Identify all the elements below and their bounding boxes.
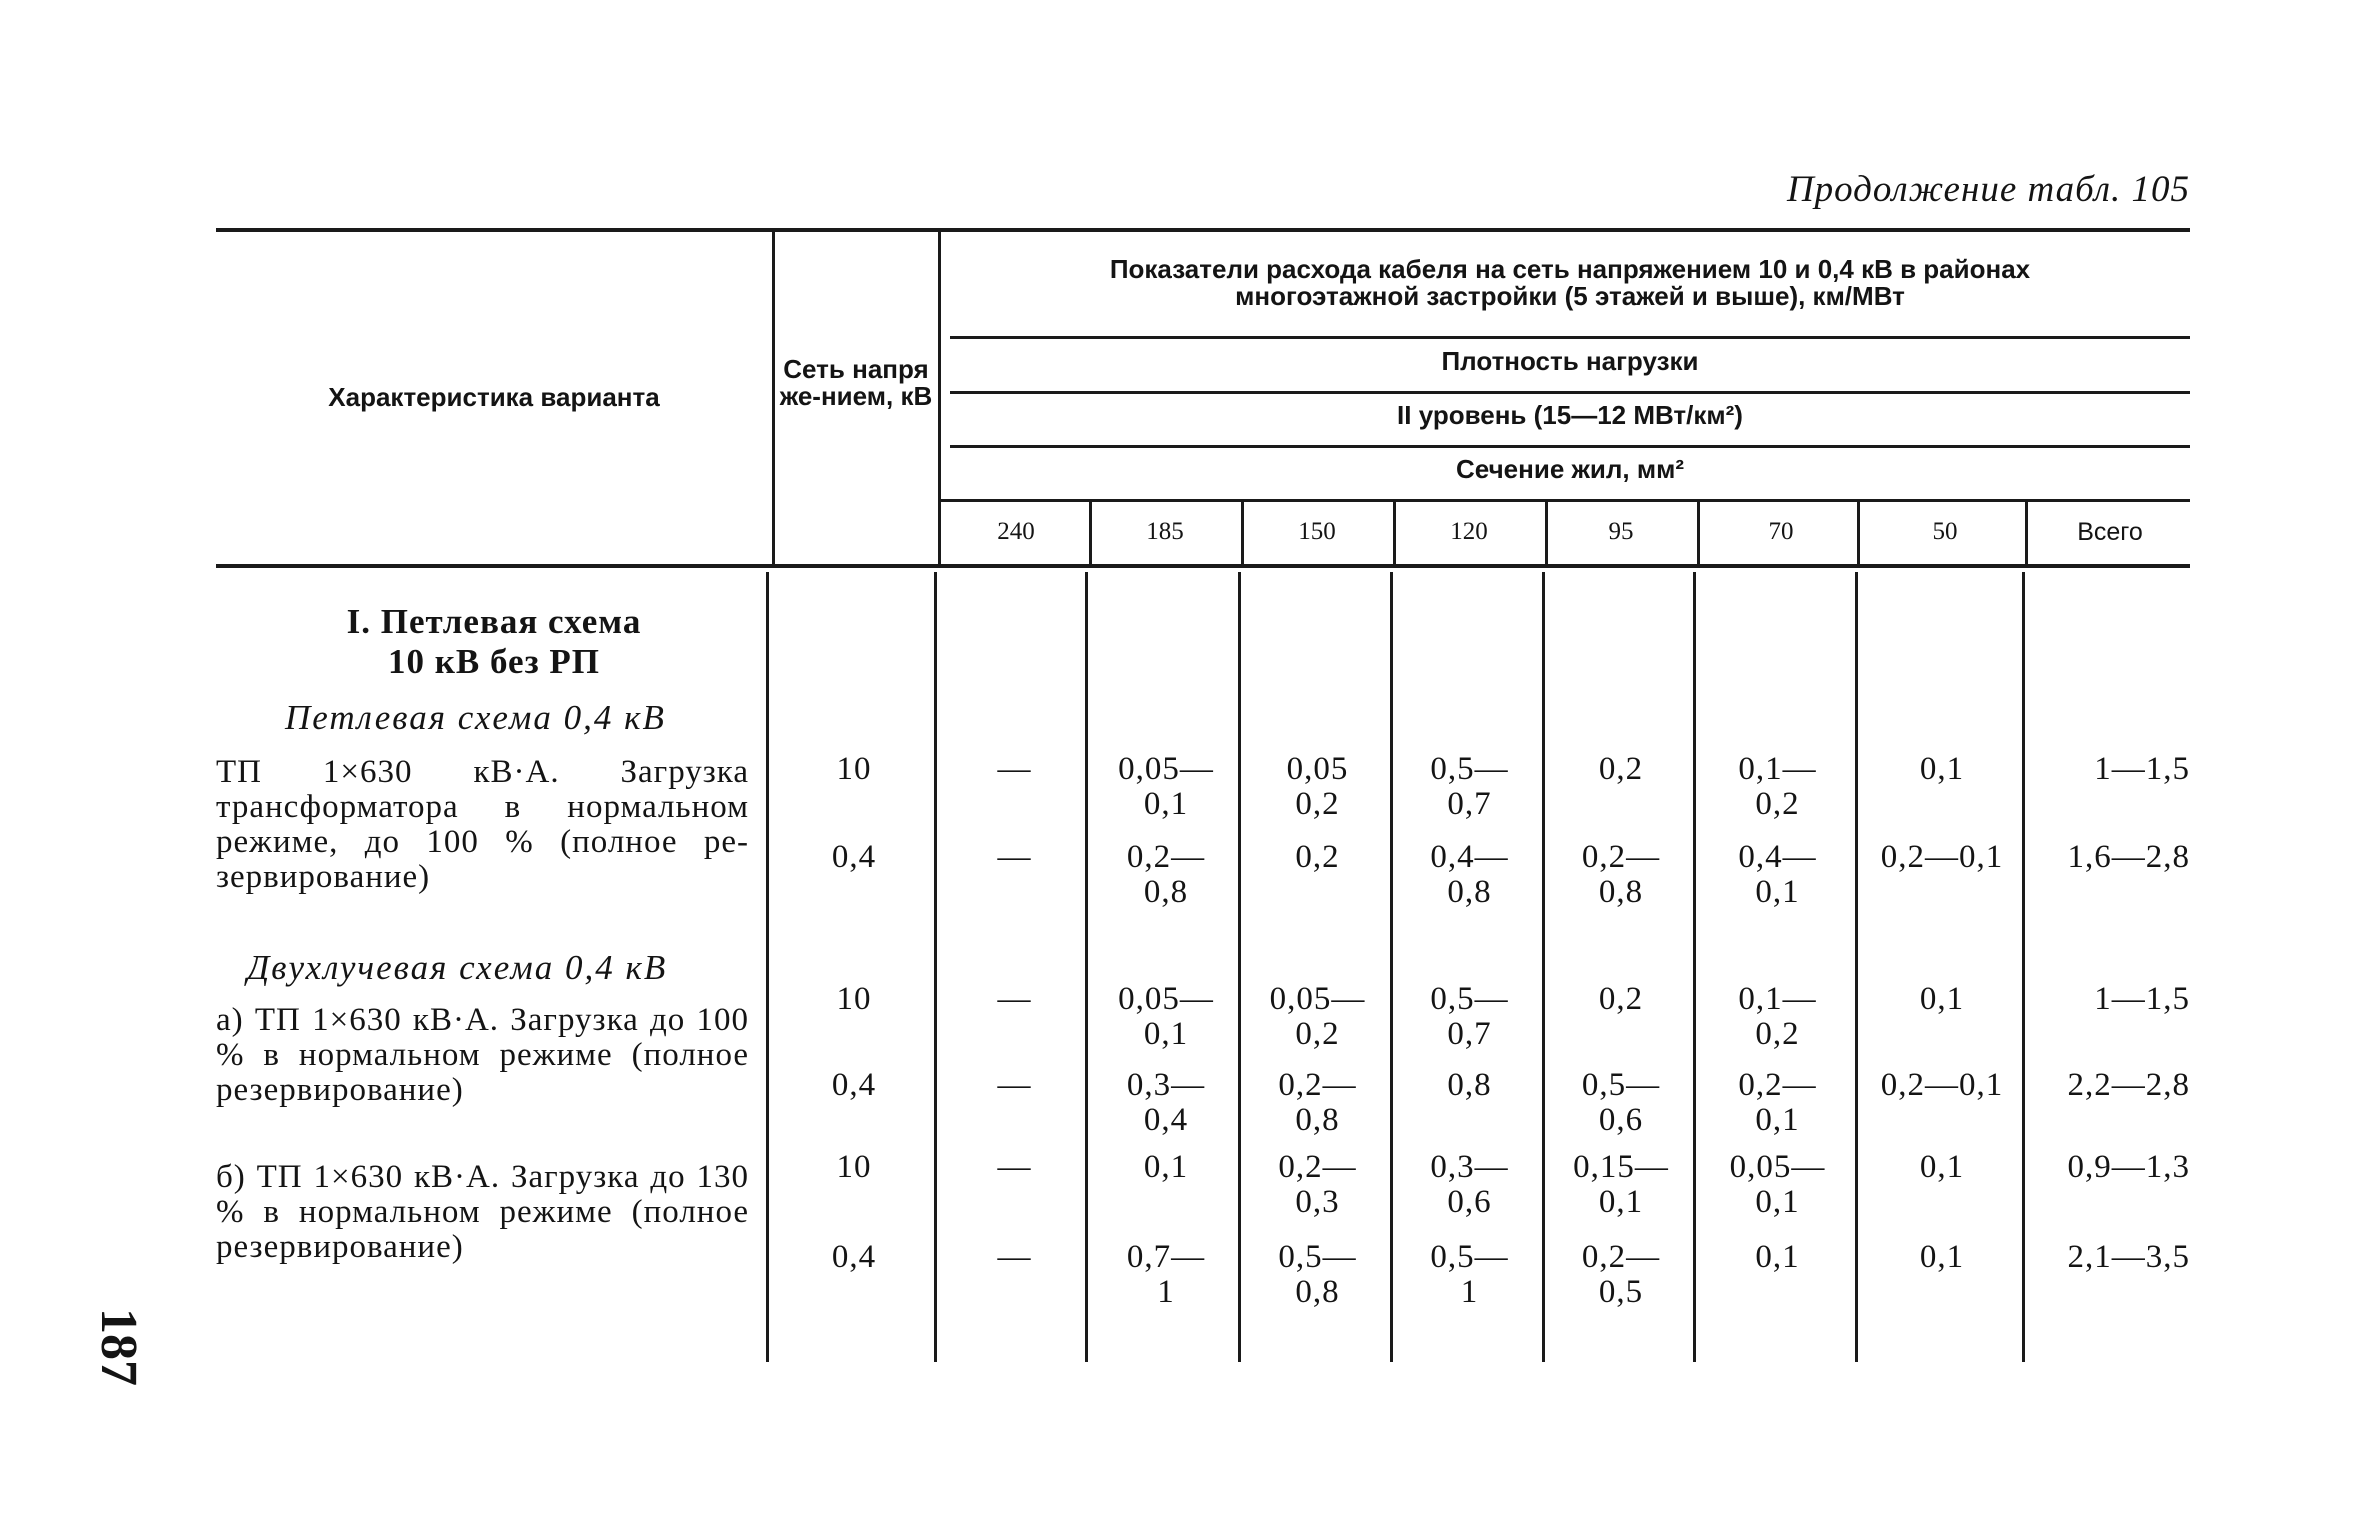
table-cell: 0,2	[1598, 751, 1644, 787]
table-cell: 0,2— 0,8	[1278, 1067, 1357, 1138]
table-continuation-label: Продолжение табл. 105	[1786, 169, 2190, 210]
page-number: 187	[90, 1308, 147, 1386]
table-cell: 0,1— 0,2	[1738, 751, 1817, 822]
table-cell: 0,05— 0,1	[1729, 1149, 1826, 1220]
table-cell: —	[997, 1239, 1032, 1275]
row-voltage: 10	[836, 981, 872, 1017]
table-cell: 1—1,5	[2094, 981, 2190, 1017]
header-density: Плотность нагрузки	[1441, 346, 1699, 376]
table-cell: 0,1— 0,2	[1738, 981, 1817, 1052]
table-cell: 0,5— 0,6	[1581, 1067, 1661, 1138]
header-rule-section	[940, 499, 2190, 502]
header-rule-level	[950, 445, 2190, 448]
table-cell: —	[997, 1067, 1032, 1103]
col-divider-185	[1241, 502, 1244, 564]
table-cell: 0,1	[1919, 751, 1965, 787]
col-divider-240	[1089, 502, 1092, 564]
variant-description-loop: ТП 1×630 кВ·А. Загрузка трансформатора в нормальном режиме, до 100 % (полное ре-зервирование)	[216, 754, 749, 895]
col-divider-150	[1393, 502, 1396, 564]
table-cell: 0,1	[1143, 1149, 1189, 1185]
col-divider-70	[1857, 502, 1860, 564]
table-cell: 0,7— 1	[1126, 1239, 1206, 1310]
table-cell: 2,1—3,5	[2067, 1239, 2190, 1275]
col-divider-voltage	[938, 232, 941, 564]
body-divider-characteristic	[766, 572, 769, 1362]
row-voltage: 10	[836, 1149, 872, 1185]
table-cell: 0,5— 1	[1430, 1239, 1509, 1310]
table-cell: 0,2—0,1	[1880, 1067, 2004, 1103]
table-cell: 0,2— 0,5	[1581, 1239, 1661, 1310]
table-cell: 0,5— 0,7	[1430, 751, 1509, 822]
table-header-bottom-rule	[216, 564, 2190, 568]
col-divider-50	[2025, 502, 2028, 564]
col-header-240: 240	[997, 518, 1035, 545]
col-divider-characteristic	[772, 232, 775, 564]
table-cell: 0,2	[1598, 981, 1644, 1017]
col-header-70: 70	[1768, 518, 1794, 545]
group-title-two-beam: Двухлучевая схема 0,4 кВ	[247, 948, 668, 987]
variant-description-b: б) ТП 1×630 кВ·А. Загрузка до 130 % в нормальном режиме (полное резервирование)	[216, 1159, 749, 1265]
table-cell: —	[997, 1149, 1032, 1185]
table-cell: 1—1,5	[2094, 751, 2190, 787]
table-cell: 0,1	[1755, 1239, 1800, 1275]
table-cell: —	[997, 751, 1032, 787]
table-cell: 0,9—1,3	[2067, 1149, 2190, 1185]
table-cell: 0,05— 0,1	[1118, 751, 1214, 822]
table-cell: 0,5— 0,8	[1278, 1239, 1357, 1310]
header-indicators: Показатели расхода кабеля на сеть напряжением 10 и 0,4 кВ в районах многоэтажной застройки (5 этажей и выше), км/МВт	[1109, 254, 2031, 311]
row-voltage: 0,4	[831, 1239, 877, 1275]
col-header-185: 185	[1146, 518, 1184, 545]
col-divider-95	[1697, 502, 1700, 564]
table-cell: 0,2	[1295, 839, 1340, 875]
table-cell: 0,2— 0,1	[1738, 1067, 1817, 1138]
table-cell: 2,2—2,8	[2067, 1067, 2190, 1103]
table-cell: 0,3— 0,6	[1430, 1149, 1509, 1220]
row-voltage: 10	[836, 751, 872, 787]
row-voltage: 0,4	[831, 1067, 877, 1103]
table-cell: 0,3— 0,4	[1126, 1067, 1206, 1138]
table-cell: 0,4— 0,8	[1430, 839, 1509, 910]
col-divider-120	[1545, 502, 1548, 564]
header-level: II уровень (15—12 МВт/км²)	[1397, 400, 1743, 430]
table-cell: 0,8	[1447, 1067, 1492, 1103]
row-voltage: 0,4	[831, 839, 877, 875]
table-cell: 0,05 0,2	[1286, 751, 1349, 822]
header-section: Сечение жил, мм²	[1455, 454, 1685, 484]
table-cell: 0,4— 0,1	[1738, 839, 1817, 910]
header-rule-indicators	[950, 336, 2190, 339]
table-cell: 1,6—2,8	[2067, 839, 2190, 875]
table-top-rule	[216, 228, 2190, 232]
col-header-50: 50	[1932, 518, 1958, 545]
table-cell: 0,2— 0,8	[1581, 839, 1661, 910]
table-cell: 0,1	[1919, 1149, 1965, 1185]
section-title: I. Петлевая схема 10 кВ без РП	[346, 602, 642, 681]
table-cell: —	[997, 981, 1032, 1017]
col-header-150: 150	[1298, 518, 1336, 545]
table-cell: —	[997, 839, 1032, 875]
table-cell: 0,15— 0,1	[1573, 1149, 1669, 1220]
table-cell: 0,05— 0,2	[1269, 981, 1366, 1052]
table-cell: 0,1	[1919, 981, 1965, 1017]
variant-description-a: а) ТП 1×630 кВ·А. Загрузка до 100 % в нормальном режиме (полное резервирование)	[216, 1002, 749, 1108]
table-cell: 0,05— 0,1	[1118, 981, 1214, 1052]
col-header-120: 120	[1450, 518, 1488, 545]
table-cell: 0,5— 0,7	[1430, 981, 1509, 1052]
table-cell: 0,2— 0,8	[1126, 839, 1206, 910]
col-header-95: 95	[1608, 518, 1634, 545]
header-voltage: Сеть напряже-нием, кВ	[779, 354, 933, 411]
col-header-total: Всего	[2077, 518, 2143, 546]
header-characteristic: Характеристика варианта	[328, 382, 660, 412]
group-title-loop: Петлевая схема 0,4 кВ	[285, 698, 666, 737]
table-cell: 0,2— 0,3	[1278, 1149, 1357, 1220]
table-cell: 0,1	[1919, 1239, 1965, 1275]
header-rule-density	[950, 391, 2190, 394]
table-cell: 0,2—0,1	[1880, 839, 2004, 875]
